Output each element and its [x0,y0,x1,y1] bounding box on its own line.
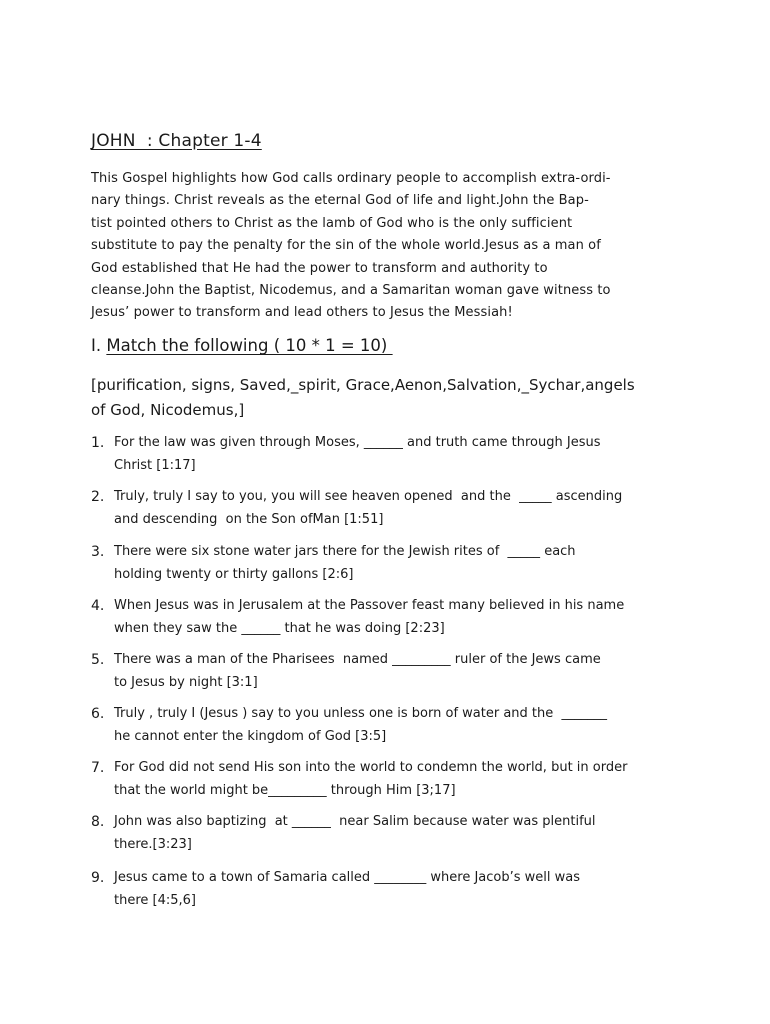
question-number: 4. [91,598,105,614]
question-item [91,867,691,912]
page-title: JOHN : Chapter 1-4 [91,131,262,151]
question-number: 7. [91,760,105,776]
question-text: There were six stone water jars there for the Jewish rites of _____ each [114,544,576,559]
question-text: that the world might be_________ through Him [3;17] [114,782,456,798]
intro-paragraph [91,168,691,325]
question-item [91,757,691,802]
question-item [91,811,691,856]
intro-line: tist pointed others to Christ as the lamb of God who is the only sufficient [91,215,573,231]
question-text: he cannot enter the kingdom of God [3:5] [114,728,387,744]
question-item [91,486,691,531]
question-number: 2. [91,489,105,505]
question-text: there [4:5,6] [114,892,196,908]
word-bank-line: [purification, signs, Saved,_spirit, Grace,Aenon,Salvation,_Sychar,angels [91,376,635,394]
question-item [91,541,691,586]
question-text: There was a man of the Pharisees named _________ ruler of the Jews came [114,652,601,667]
question-number: 6. [91,706,105,722]
question-item [91,595,691,640]
intro-line: cleanse.John the Baptist, Nicodemus, and a Samaritan woman gave witness to [91,283,611,299]
intro-line: This Gospel highlights how God calls ordinary people to accomplish extra-ordi- [91,171,611,186]
question-number: 3. [91,544,105,560]
question-item [91,703,691,748]
question-text: there.[3:23] [114,836,192,852]
question-text: Christ [1:17] [114,457,196,473]
question-number: 1. [91,435,105,451]
intro-line: substitute to pay the penalty for the sin of the whole world.Jesus as a man of [91,238,601,254]
section-heading [91,336,393,355]
question-text: Truly , truly I (Jesus ) say to you unless one is born of water and the _______ [114,706,608,721]
question-text: When Jesus was in Jerusalem at the Passover feast many believed in his name [114,598,625,613]
question-text: Truly, truly I say to you, you will see heaven opened and the _____ ascending [114,489,623,504]
question-text: and descending on the Son ofMan [1:51] [114,511,384,527]
section-title: Match the following ( 10 * 1 = 10) [106,336,393,355]
question-number: 5. [91,652,105,668]
question-text: John was also baptizing at ______ near Salim because water was plentiful [114,814,596,829]
word-bank-line: of God, Nicodemus,] [91,401,245,419]
question-item [91,649,691,694]
question-text: holding twenty or thirty gallons [2:6] [114,566,354,582]
question-text: when they saw the ______ that he was doing [2:23] [114,620,445,636]
question-number: 9. [91,870,105,886]
intro-line: nary things. Christ reveals as the eternal God of life and light.John the Bap- [91,193,589,209]
question-list [91,432,691,912]
question-item [91,432,691,477]
question-text: to Jesus by night [3:1] [114,674,258,690]
word-bank [91,373,691,423]
question-text: For the law was given through Moses, ______ and truth came through Jesus [114,435,601,450]
intro-line: Jesus’ power to transform and lead others to Jesus the Messiah! [91,305,513,321]
section-numeral: I. [91,336,107,355]
question-text: Jesus came to a town of Samaria called ________ where Jacob’s well was [114,870,581,885]
question-number: 8. [91,814,105,830]
intro-line: God established that He had the power to transform and authority to [91,260,548,276]
question-text: For God did not send His son into the world to condemn the world, but in order [114,760,628,775]
